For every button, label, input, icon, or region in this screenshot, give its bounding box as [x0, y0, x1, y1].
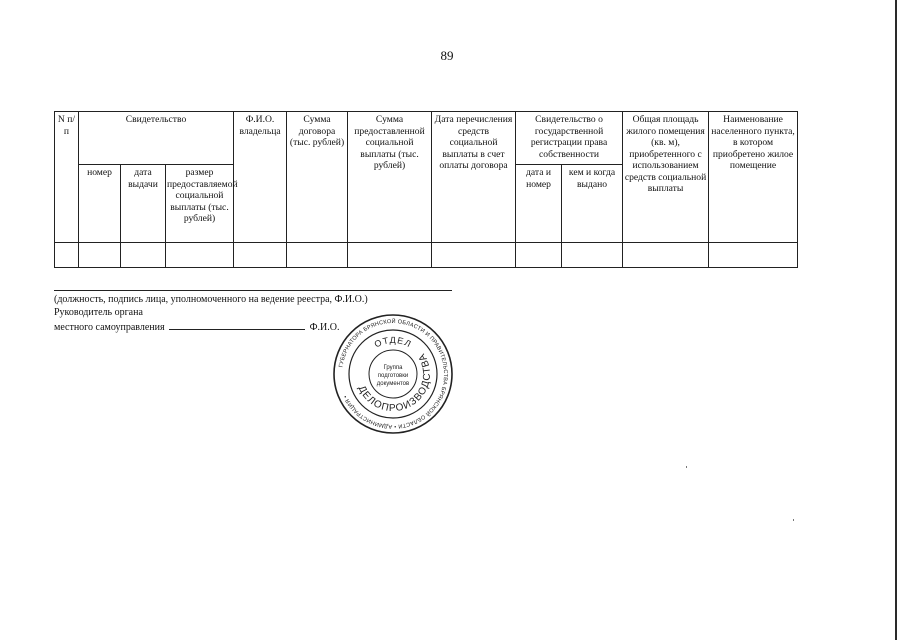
stamp-outer-ring-text: ГУБЕРНАТОРА БРЯНСКОЙ ОБЛАСТИ И ПРАВИТЕЛЬСТВА БРЯНСКОЙ ОБЛАСТИ • АДМИНИСТРАЦИЯ • — [338, 318, 449, 430]
stamp-arc-text: ДЕЛОПРОИЗВОДСТВА — [355, 350, 434, 415]
registry-table — [54, 111, 798, 268]
table-cell — [709, 243, 798, 268]
table-cell — [348, 243, 432, 268]
table-cell — [287, 243, 348, 268]
header-certificate: Свидетельство — [79, 112, 234, 165]
header-cert-number: номер — [79, 165, 121, 243]
header-transfer-date: Дата перечисления средств социальной выплаты в счет оплаты договора — [432, 112, 516, 243]
table-cell — [516, 243, 562, 268]
header-reg-date-number: дата и номер — [516, 165, 562, 243]
header-area: Общая площадь жилого помещения (кв. м), приобретенного с использованием средств социальной выплаты — [623, 112, 709, 243]
header-paid-sum: Сумма предоставленной социальной выплаты (тыс. рублей) — [348, 112, 432, 243]
stamp-top-word: ОТДЕЛ — [372, 334, 414, 350]
table-cell — [121, 243, 166, 268]
table-cell — [55, 243, 79, 268]
header-registration: Свидетельство о государственной регистрации права собственности — [516, 112, 623, 165]
header-cert-amount: размер предоставляемой социальной выплаты (тыс. рублей) — [166, 165, 234, 243]
table-cell — [432, 243, 516, 268]
scan-edge-line — [895, 0, 897, 640]
fio-label: Ф.И.О. — [309, 322, 340, 333]
header-contract-sum: Сумма договора (тыс. рублей) — [287, 112, 348, 243]
head-title-line2 — [54, 320, 339, 333]
scan-speck — [686, 466, 687, 468]
header-settlement: Наименование населенного пункта, в котором приобретено жилое помещение — [709, 112, 798, 243]
page-number: 89 — [440, 48, 454, 63]
head-title-line1: Руководитель органа — [54, 307, 143, 318]
table-cell — [79, 243, 121, 268]
head-title-text: местного самоуправления — [54, 322, 165, 333]
header-reg-issuer: кем и когда выдано — [562, 165, 623, 243]
header-number: N п/п — [55, 112, 79, 243]
stamp-center-line3: документов — [376, 381, 410, 387]
signature-line — [54, 290, 452, 291]
official-stamp — [332, 313, 454, 435]
header-cert-date: дата выдачи — [121, 165, 166, 243]
table-row — [55, 243, 798, 268]
signature-blank — [169, 320, 305, 330]
header-owner: Ф.И.О. владельца — [234, 112, 287, 243]
table-cell — [234, 243, 287, 268]
table-cell — [562, 243, 623, 268]
table-cell — [623, 243, 709, 268]
signature-caption: (должность, подпись лица, уполномоченного на ведение реестра, Ф.И.О.) — [54, 294, 368, 305]
scan-speck — [793, 519, 794, 521]
stamp-center-line2: подготовки — [377, 373, 409, 379]
stamp-center-line1: Группа — [383, 365, 403, 371]
table-cell — [166, 243, 234, 268]
